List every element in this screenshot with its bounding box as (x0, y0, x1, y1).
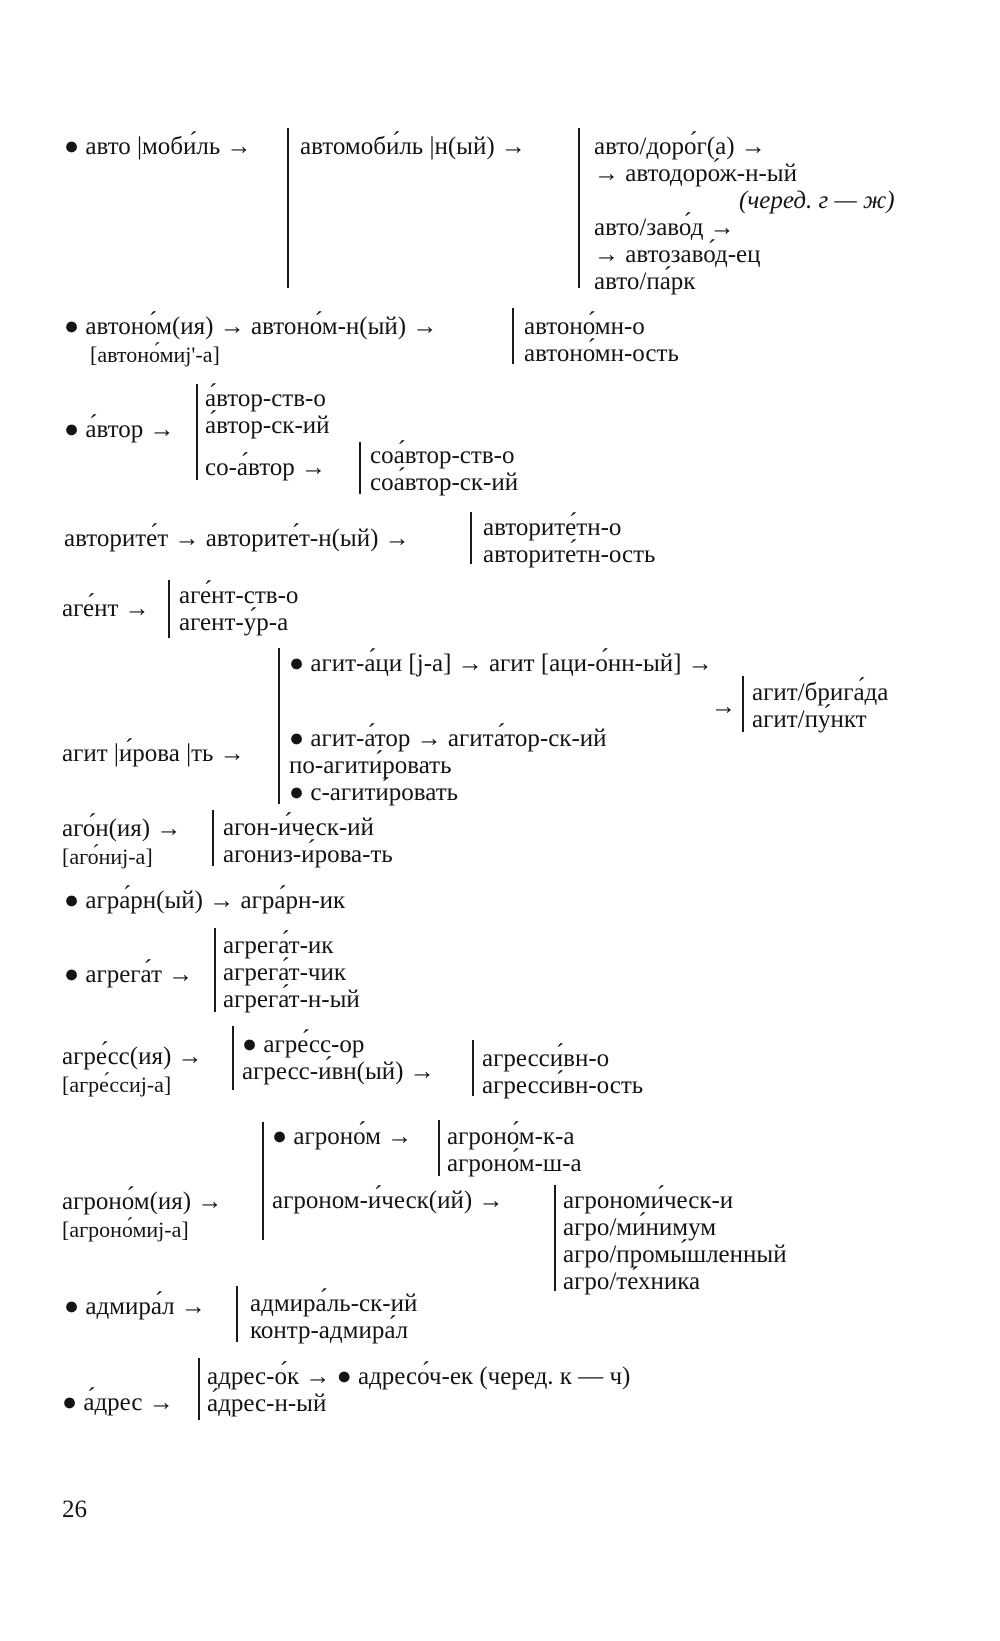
derivation-line: автоно́мн-ость (524, 340, 679, 367)
bracket-line (168, 580, 170, 638)
bracket-line (232, 1026, 234, 1090)
derivation-line: по-агити́ровать (289, 752, 452, 779)
derivation-line: автоно́мн-о (524, 313, 645, 340)
entry-headword: агит |и́рова |ть → (62, 740, 245, 767)
entry-headword: агре́сс(ия) → (62, 1043, 203, 1070)
bracket-line (196, 384, 198, 480)
entry-headword: ● а́дрес → (62, 1389, 174, 1416)
alternation-note: (черед. г — ж) (739, 187, 895, 214)
bracket-line (470, 512, 472, 564)
entry-headword: агроно́м(ия) → (62, 1188, 223, 1215)
derivation-line: аге́нт-ств-о (179, 582, 299, 609)
bracket-line (742, 676, 744, 732)
derivation-line: → автозаво́д-ец (594, 241, 761, 268)
entry-headword: ● агра́рн(ый) → агра́рн-ик (64, 887, 346, 914)
derivation-line: агониз-и́рова-ть (223, 841, 393, 868)
entry-headword: ● авто |моби́ль → (64, 133, 252, 160)
bracket-line (278, 648, 280, 804)
derivation-line: → автодоро́ж-н-ый (594, 160, 797, 187)
entry-headword: ● адмира́л → (64, 1293, 206, 1320)
derivation-line: агресс-и́вн(ый) → (242, 1058, 435, 1085)
transcription: [автоно́миj'-а] (90, 342, 220, 367)
derivation-line: авторите́тн-ость (483, 541, 656, 568)
derivation-line: а́дрес-н-ый (207, 1390, 327, 1417)
derivation-line: агро/те́хника (563, 1268, 701, 1295)
derivation-line: агро/промы́шленный (563, 1241, 787, 1268)
bracket-line (554, 1185, 556, 1291)
derivation-line: агрономи́ческ-и (563, 1187, 734, 1214)
bracket-line (214, 928, 216, 1012)
bracket-line (578, 128, 580, 288)
derivation-line: а́втор-ств-о (205, 385, 326, 412)
derivation-line: авторите́тн-о (483, 514, 622, 541)
bracket-line (236, 1286, 238, 1342)
entry-headword: ● агрега́т → (64, 961, 194, 988)
derivation-line: агрега́т-чик (223, 959, 346, 986)
derivation-line: ● агит-а́тор → агита́тор-ск-ий (289, 725, 607, 752)
derivation-line: контр-адмира́л (250, 1317, 409, 1344)
derivation-line: агит/брига́да (752, 679, 889, 706)
derivation-line: ● агит-а́ци [j-а] → агит [аци-о́нн-ый] → (289, 650, 713, 677)
page-number: 26 (62, 1496, 87, 1523)
derivation-line: автомоби́ль |н(ый) → (300, 133, 526, 160)
transcription: [аго́ниj-а] (62, 844, 153, 869)
derivation-line: ● агре́сс-ор (242, 1031, 365, 1058)
derivation-line: агроно́м-ш-а (447, 1150, 582, 1177)
bracket-line (472, 1040, 474, 1096)
bracket-line (287, 128, 289, 288)
bracket-line (198, 1358, 200, 1420)
derivation-line: агент-у́р-а (179, 609, 289, 636)
entry-headword: авторите́т → авторите́т-н(ый) → (64, 525, 410, 552)
bracket-line (359, 442, 361, 494)
derivation-line: соа́втор-ств-о (370, 442, 515, 469)
derivation-line: ● агроно́м → (272, 1123, 413, 1150)
derivation-line: авто/па́рк (594, 268, 696, 295)
arrow: → (711, 693, 736, 720)
derivation-line: адрес-о́к → ● адресо́ч-ек (черед. к — ч) (207, 1363, 631, 1390)
derivation-line: адмира́ль-ск-ий (250, 1290, 418, 1317)
derivation-line: ● с-агити́ровать (289, 779, 459, 806)
bracket-line (438, 1120, 440, 1176)
derivation-line: агроном-и́ческ(ий) → (272, 1187, 504, 1214)
transcription: [агроно́миj-а] (62, 1217, 189, 1242)
entry-headword: аго́н(ия) → (62, 815, 182, 842)
derivation-line: агрега́т-н-ый (223, 986, 360, 1013)
entry-headword: аге́нт → (62, 595, 150, 622)
derivation-line: агон-и́ческ-ий (223, 814, 374, 841)
bracket-line (512, 308, 514, 364)
transcription: [агре́ссиj-а] (62, 1072, 172, 1097)
derivation-line: агит/пу́нкт (752, 706, 867, 733)
bracket-line (262, 1122, 264, 1240)
bracket-line (212, 810, 214, 866)
derivation-line: соа́втор-ск-ий (370, 469, 519, 496)
derivation-line: агресси́вн-ость (482, 1072, 644, 1099)
derivation-line: авто/заво́д → (594, 214, 735, 241)
derivation-line: агроно́м-к-а (447, 1123, 575, 1150)
derivation-line: агресси́вн-о (482, 1045, 610, 1072)
entry-headword: ● а́втор → (64, 416, 175, 443)
derivation-line: агро/ми́нимум (563, 1214, 717, 1241)
derivation-line: а́втор-ск-ий (205, 412, 330, 439)
entry-headword: ● автоно́м(ия) → автоно́м-н(ый) → (64, 313, 438, 340)
derivation-line: агрега́т-ик (223, 932, 334, 959)
derivation-line: авто/доро́г(а) → (594, 133, 766, 160)
derivation-line: со-а́втор → (205, 454, 327, 481)
